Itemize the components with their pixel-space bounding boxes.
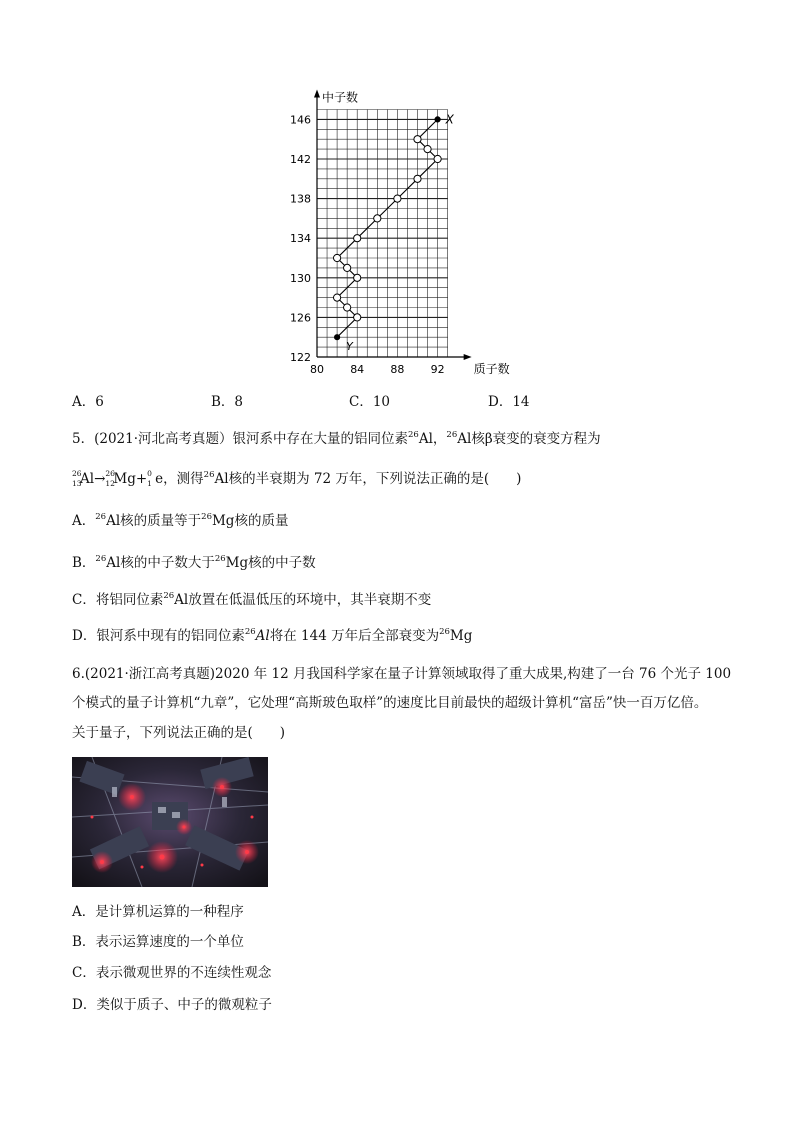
decay-point (354, 274, 361, 281)
eq-al: Al (80, 471, 95, 487)
decay-point (434, 155, 441, 162)
y-tick-label: 146 (290, 113, 311, 127)
decay-point (334, 294, 341, 301)
decay-point (354, 235, 361, 242)
y-tick-label: 122 (290, 351, 311, 364)
y-axis-arrow (314, 90, 320, 98)
q5-option-d: D．银河系中现有的铝同位素$^{26}$Al将在 144 万年后全部衰变为$^{26}$Mg (72, 627, 473, 644)
y-tick-label: 126 (290, 311, 311, 325)
q4-option-a: A．6 (72, 394, 104, 410)
eq-e: e (155, 471, 164, 487)
neutron-proton-chart (280, 90, 510, 385)
decay-point (354, 314, 361, 321)
quantum-computer-photo (72, 757, 268, 887)
endpoint-marker (335, 335, 340, 340)
q5-stem-post: Al核β衰变的衰变方程为 (457, 431, 601, 447)
q4-option-b: B．8 (211, 394, 244, 410)
q5-option-c: C．将铝同位素$^{26}$Al放置在低温低压的环境中，其半衰期不变 (72, 591, 432, 608)
decay-point (414, 136, 421, 143)
y-tick-label: 130 (290, 271, 311, 285)
y-tick-label: 138 (290, 192, 311, 206)
e-nuclide-indices: 0 1 (147, 469, 152, 488)
y-axis-label: 中子数 (322, 90, 359, 105)
decay-point (424, 146, 431, 153)
q5-option-a: A．$^{26}$Al核的质量等于$^{26}$Mg核的质量 (72, 512, 289, 529)
q6-option-a: A．是计算机运算的一种程序 (72, 904, 244, 920)
mass-number: 26 (203, 470, 215, 480)
q6-stem-line2: 个模式的量子计算机“九章”，它处理“高斯玻色取样”的速度比目前最快的超级计算机“富岳”快一百万亿倍。 (72, 695, 708, 711)
q6-stem-line3: 关于量子，下列说法正确的是( ) (72, 725, 286, 741)
chart-axes (314, 90, 472, 361)
q6-option-d: D．类似于质子、中子的微观粒子 (72, 997, 272, 1013)
x-axis-arrow (464, 354, 472, 360)
q4-option-c: C．10 (349, 394, 391, 410)
eq-post2: Al核的半衰期为 72 万年，下列说法正确的是( ) (214, 471, 522, 487)
al-nuclide-indices: 26 13 (72, 469, 82, 488)
q5-stem-mid: Al， (418, 431, 447, 447)
mass-number: 26 (446, 430, 458, 440)
decay-point (344, 264, 351, 271)
q4-option-d: D．14 (488, 394, 530, 410)
decay-point (414, 175, 421, 182)
x-axis-label: 质子数 (473, 362, 510, 376)
endpoint-marker (435, 117, 440, 122)
mass-number: 26 (408, 430, 419, 440)
x-tick-label: 84 (350, 363, 365, 376)
y-tick-label: 134 (290, 232, 311, 246)
y-tick-label: 142 (290, 153, 311, 166)
x-tick-label: 92 (430, 363, 445, 376)
q6-option-b: B．表示运算速度的一个单位 (72, 934, 244, 950)
mg-nuclide-indices: 26 12 (105, 469, 115, 488)
x-tick-label: 80 (310, 363, 324, 376)
q6-option-c: C．表示微观世界的不连续性观念 (72, 965, 272, 981)
point-label-x: X (445, 112, 454, 127)
decay-point (334, 254, 341, 261)
x-tick-label: 88 (390, 363, 405, 376)
decay-point (394, 195, 401, 202)
q6-stem-line1: 6.(2021·浙江高考真题)2020 年 12 月我国科学家在量子计算领域取得了重大成果,构建了一台 76 个光子 100 (72, 666, 732, 682)
decay-point (344, 304, 351, 311)
decay-point (374, 215, 381, 222)
point-label-y: Y (346, 340, 353, 354)
q5-equation-line (72, 469, 521, 491)
q5-stem (72, 429, 601, 451)
eq-mg: Mg+ (113, 471, 148, 487)
q5-stem-pre: 5．(2021·河北高考真题）银河系中存在大量的铝同位素 (72, 431, 409, 447)
chart-labels (322, 90, 510, 377)
eq-post: ，测得 (163, 471, 204, 487)
eq-arrow: → (94, 471, 106, 487)
q5-option-b: B．$^{26}$Al核的中子数大于$^{26}$Mg核的中子数 (72, 554, 316, 571)
